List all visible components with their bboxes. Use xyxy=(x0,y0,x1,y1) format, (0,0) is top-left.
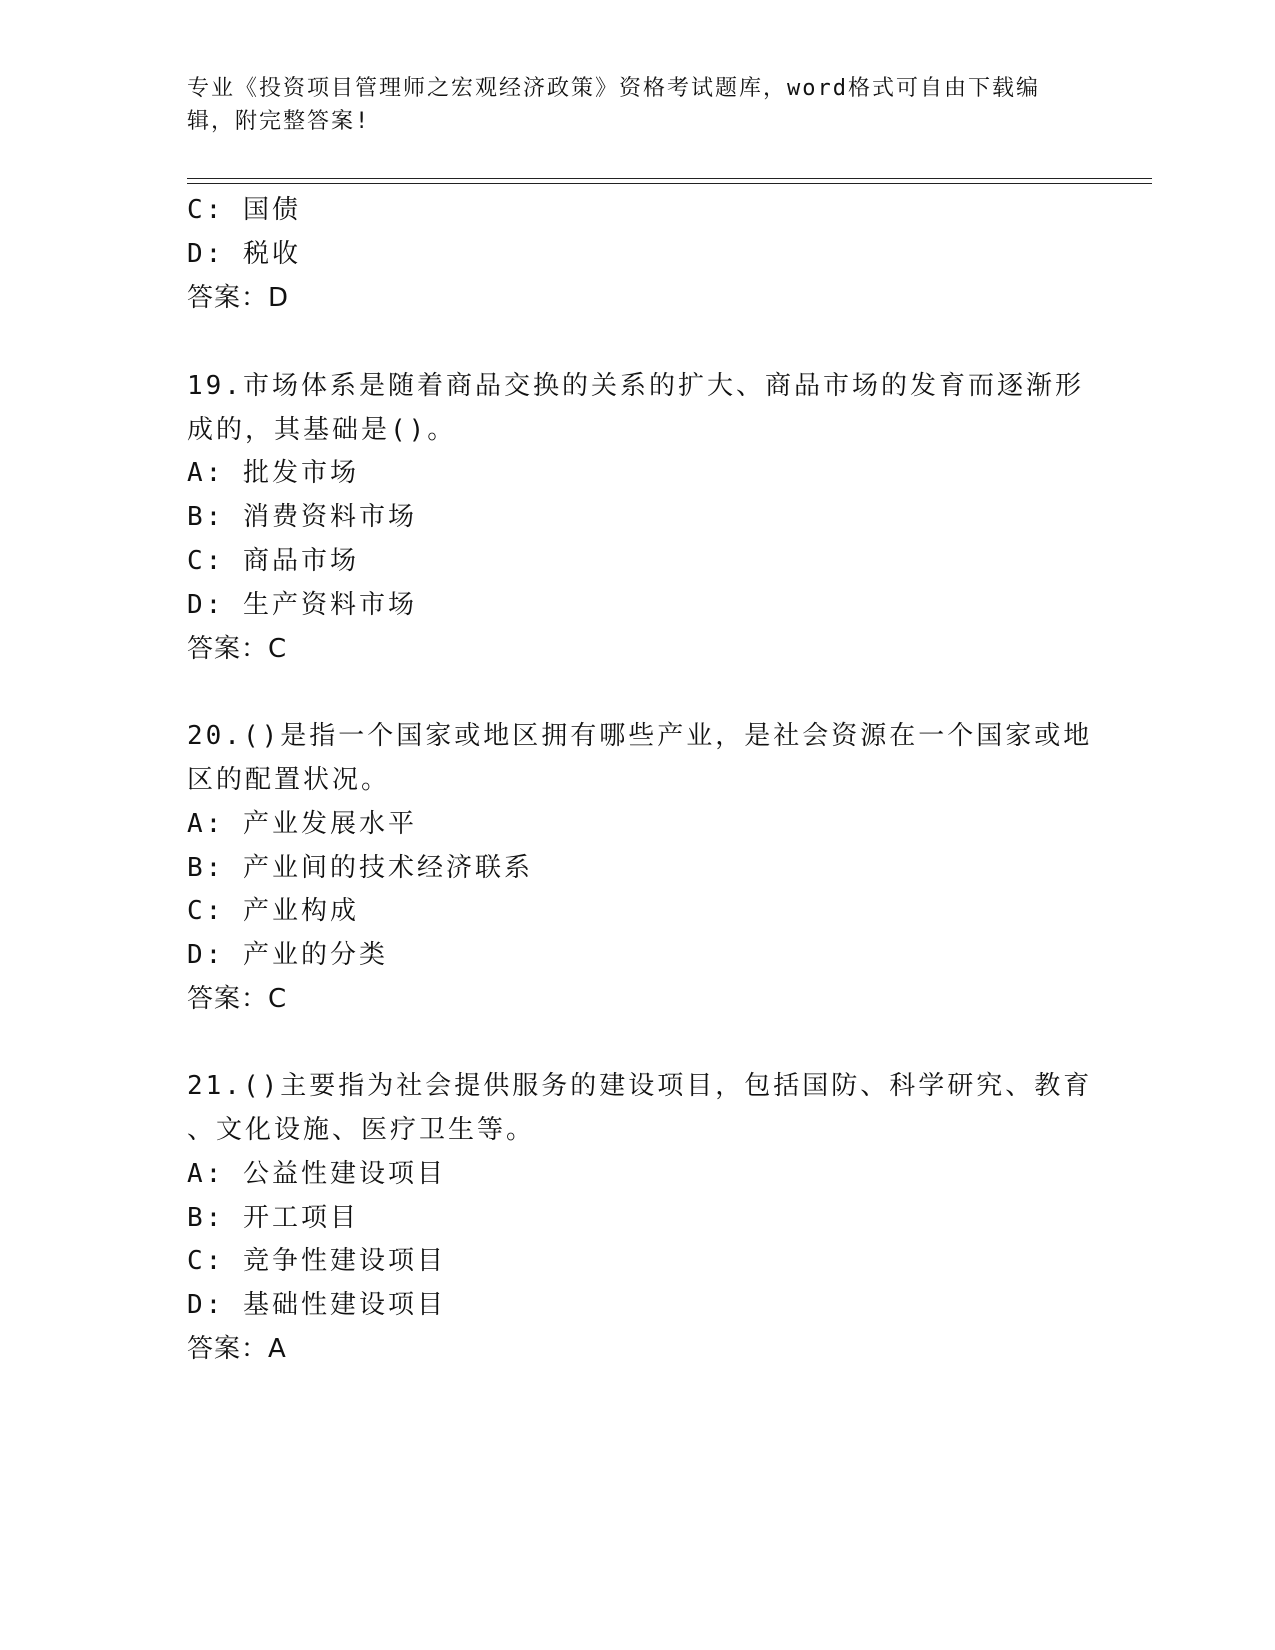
q20-option-c: C: 产业构成 xyxy=(187,896,359,926)
q18-answer: 答案：D xyxy=(187,283,290,313)
q21-answer: 答案：A xyxy=(187,1334,287,1364)
q21-stem-line1: 21.()主要指为社会提供服务的建设项目，包括国防、科学研究、教育 xyxy=(187,1071,1093,1101)
q20-option-a: A: 产业发展水平 xyxy=(187,809,417,839)
q21-option-c: C: 竞争性建设项目 xyxy=(187,1246,446,1276)
q19-option-a: A: 批发市场 xyxy=(187,458,359,488)
q20-option-d: D: 产业的分类 xyxy=(187,940,388,970)
q18-option-d: D: 税收 xyxy=(187,239,301,269)
q19-option-b: B: 消费资料市场 xyxy=(187,502,417,532)
q20-stem-line1: 20.()是指一个国家或地区拥有哪些产业，是社会资源在一个国家或地 xyxy=(187,721,1093,751)
header-divider-bottom xyxy=(187,183,1152,184)
q20-option-b: B: 产业间的技术经济联系 xyxy=(187,853,533,883)
q21-option-b: B: 开工项目 xyxy=(187,1203,359,1233)
q21-option-d: D: 基础性建设项目 xyxy=(187,1290,446,1320)
q19-stem-line1: 19.市场体系是随着商品交换的关系的扩大、商品市场的发育而逐渐形 xyxy=(187,371,1084,401)
q20-stem-line2: 区的配置状况。 xyxy=(187,765,391,795)
q19-option-d: D: 生产资料市场 xyxy=(187,590,417,620)
q21-option-a: A: 公益性建设项目 xyxy=(187,1159,446,1189)
header-divider-top xyxy=(187,178,1152,179)
q19-option-c: C: 商品市场 xyxy=(187,546,359,576)
q19-answer: 答案：C xyxy=(187,634,288,664)
q19-stem-line2: 成的，其基础是()。 xyxy=(187,415,457,445)
q18-option-c: C: 国债 xyxy=(187,195,301,225)
q20-answer: 答案：C xyxy=(187,984,288,1014)
document-header: 专业《投资项目管理师之宏观经济政策》资格考试题库，word格式可自由下载编辑，附完整答案! xyxy=(187,76,1040,134)
q21-stem-line2: 、文化设施、医疗卫生等。 xyxy=(187,1115,536,1145)
